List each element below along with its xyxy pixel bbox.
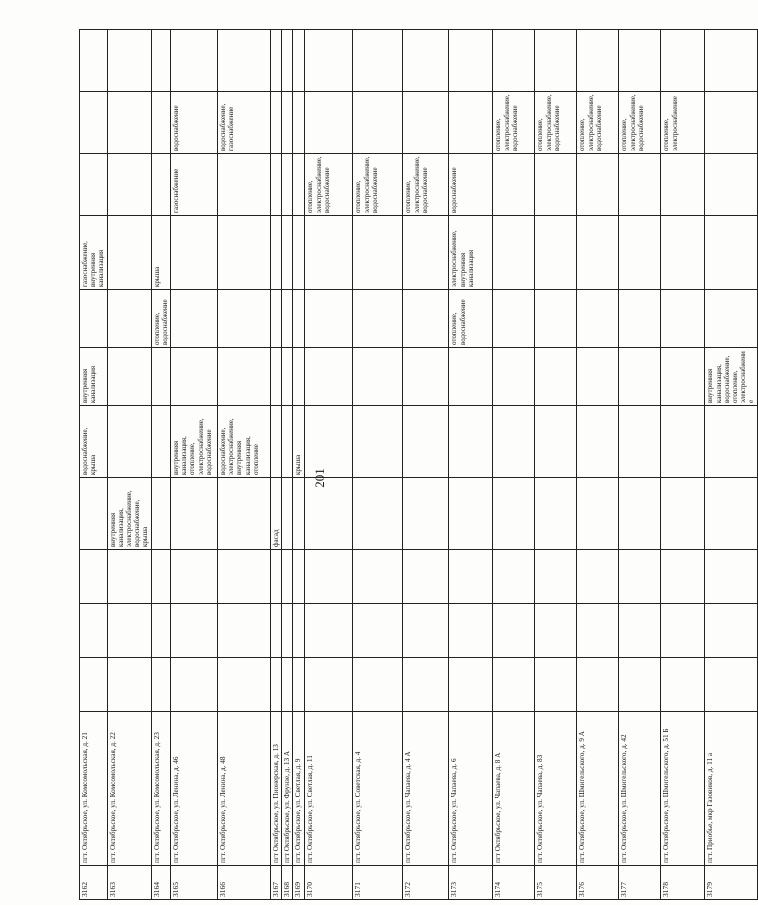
work-type-cell-7 [171, 290, 218, 348]
work-type-cell-6 [151, 348, 170, 406]
table-row [293, 30, 305, 900]
work-type-cell-7: отопление, водоснабжение [449, 290, 493, 348]
row-number-cell: 3167 [271, 866, 282, 900]
work-type-cell-8 [403, 216, 449, 290]
row-number-cell: 3177 [619, 866, 661, 900]
work-type-cell-6 [293, 348, 305, 406]
table-row [107, 30, 151, 900]
work-type-cell-9 [705, 154, 757, 216]
work-type-cell-11 [619, 30, 661, 92]
work-type-cell-3 [353, 550, 403, 604]
work-type-cell-6 [661, 348, 705, 406]
work-type-cell-10: отопление, электроснабжение [661, 92, 705, 154]
work-type-cell-6: внутренняя канализация [80, 348, 108, 406]
work-type-cell-7 [353, 290, 403, 348]
work-type-cell-9 [619, 154, 661, 216]
work-type-cell-11 [661, 30, 705, 92]
work-type-cell-4 [218, 478, 271, 550]
work-type-cell-9 [661, 154, 705, 216]
work-type-cell-9: отопление, электроснабжение, водоснабжение [353, 154, 403, 216]
row-number-cell: 3169 [293, 866, 305, 900]
work-type-cell-3 [449, 550, 493, 604]
work-type-cell-8 [282, 216, 293, 290]
work-type-cell-2 [619, 604, 661, 658]
work-type-cell-4 [80, 478, 108, 550]
table-row [171, 30, 218, 900]
work-type-cell-11 [293, 30, 305, 92]
work-type-cell-4 [171, 478, 218, 550]
work-type-cell-8 [107, 216, 151, 290]
work-type-cell-1 [107, 658, 151, 712]
work-type-cell-5 [661, 406, 705, 478]
work-type-cell-2 [449, 604, 493, 658]
work-type-cell-1 [171, 658, 218, 712]
row-number-cell: 3162 [80, 866, 108, 900]
work-type-cell-7 [293, 290, 305, 348]
rotated-table-wrapper [79, 30, 756, 900]
work-type-cell-5 [449, 406, 493, 478]
work-type-cell-4: внутренняя канализация, электроснабжение, водоснабжение, крыша [107, 478, 151, 550]
work-type-cell-11 [282, 30, 293, 92]
work-type-cell-4 [619, 478, 661, 550]
address-cell: пгт. Октябрьское, ул. Светлая, д. 9 [293, 712, 305, 866]
work-type-cell-7 [705, 290, 757, 348]
work-type-cell-2 [107, 604, 151, 658]
work-type-cell-3 [271, 550, 282, 604]
address-cell: пгт. Октябрьское, ул. Шмигельского, д. 9 А [577, 712, 619, 866]
work-type-cell-2 [661, 604, 705, 658]
table-row [151, 30, 170, 900]
work-type-cell-5 [403, 406, 449, 478]
work-type-cell-6 [619, 348, 661, 406]
table-row [80, 30, 108, 900]
work-type-cell-5 [619, 406, 661, 478]
repair-schedule-table [79, 29, 758, 900]
work-type-cell-10 [353, 92, 403, 154]
work-type-cell-3 [80, 550, 108, 604]
work-type-cell-10 [282, 92, 293, 154]
work-type-cell-5: крыша [293, 406, 305, 478]
work-type-cell-5 [353, 406, 403, 478]
work-type-cell-2 [305, 604, 353, 658]
work-type-cell-5: внутренняя канализация, отопление, электроснабжение, водоснабжение [171, 406, 218, 478]
work-type-cell-10 [305, 92, 353, 154]
work-type-cell-6 [449, 348, 493, 406]
work-type-cell-1 [619, 658, 661, 712]
work-type-cell-9 [151, 154, 170, 216]
work-type-cell-10 [151, 92, 170, 154]
work-type-cell-1 [305, 658, 353, 712]
table-row [403, 30, 449, 900]
address-cell: пгт. Октябрьское, ул. Комсомольская, д. 23 [151, 712, 170, 866]
work-type-cell-2 [293, 604, 305, 658]
work-type-cell-9 [535, 154, 577, 216]
work-type-cell-6 [535, 348, 577, 406]
work-type-cell-5 [107, 406, 151, 478]
work-type-cell-5 [271, 406, 282, 478]
work-type-cell-6 [171, 348, 218, 406]
work-type-cell-1 [218, 658, 271, 712]
work-type-cell-5 [535, 406, 577, 478]
work-type-cell-8 [293, 216, 305, 290]
row-number-cell: 3163 [107, 866, 151, 900]
work-type-cell-1 [577, 658, 619, 712]
work-type-cell-11 [353, 30, 403, 92]
work-type-cell-4 [293, 478, 305, 550]
table-row [705, 30, 757, 900]
address-cell: пгт. Октябрьское, ул. Комсомольская, д. 22 [107, 712, 151, 866]
row-number-cell: 3170 [305, 866, 353, 900]
work-type-cell-7 [577, 290, 619, 348]
work-type-cell-3 [705, 550, 757, 604]
row-number-cell: 3172 [403, 866, 449, 900]
work-type-cell-4 [403, 478, 449, 550]
work-type-cell-6 [577, 348, 619, 406]
work-type-cell-2 [151, 604, 170, 658]
address-cell: пгт. Октябрьское, ул. Ленина, д. 48 [218, 712, 271, 866]
work-type-cell-7 [271, 290, 282, 348]
work-type-cell-10: отопление, электроснабжение, водоснабжение [535, 92, 577, 154]
row-number-cell: 3175 [535, 866, 577, 900]
table-row [353, 30, 403, 900]
work-type-cell-4: фасад [271, 478, 282, 550]
work-type-cell-1 [535, 658, 577, 712]
address-cell: пгт Октябрьское, ул. Фрунзе, д. 13 А [282, 712, 293, 866]
work-type-cell-3 [493, 550, 535, 604]
work-type-cell-3 [577, 550, 619, 604]
work-type-cell-10 [80, 92, 108, 154]
work-type-cell-8 [353, 216, 403, 290]
work-type-cell-4 [577, 478, 619, 550]
row-number-cell: 3166 [218, 866, 271, 900]
work-type-cell-11 [305, 30, 353, 92]
work-type-cell-10: водоснабжение, газоснабжение [218, 92, 271, 154]
work-type-cell-10 [449, 92, 493, 154]
work-type-cell-4 [449, 478, 493, 550]
work-type-cell-1 [151, 658, 170, 712]
work-type-cell-4 [705, 478, 757, 550]
work-type-cell-6: внутренняя канализация, водоснабжение, отопление, электроснабжение [705, 348, 757, 406]
row-number-cell: 3178 [661, 866, 705, 900]
work-type-cell-4 [151, 478, 170, 550]
table-row [282, 30, 293, 900]
work-type-cell-4 [535, 478, 577, 550]
table-row [218, 30, 271, 900]
address-cell: пгт. Октябрьское, ул. Чапаева, д. 83 [535, 712, 577, 866]
work-type-cell-1 [282, 658, 293, 712]
work-type-cell-9 [282, 154, 293, 216]
address-cell: пгт. Октябрьское, ул. Ленина, д. 46 [171, 712, 218, 866]
work-type-cell-6 [353, 348, 403, 406]
work-type-cell-1 [449, 658, 493, 712]
work-type-cell-9 [493, 154, 535, 216]
work-type-cell-7: отопление, водоснабжение [151, 290, 170, 348]
work-type-cell-9: газоснабжение [171, 154, 218, 216]
work-type-cell-8 [619, 216, 661, 290]
work-type-cell-7 [80, 290, 108, 348]
work-type-cell-2 [493, 604, 535, 658]
work-type-cell-10: водоснабжение [171, 92, 218, 154]
row-number-cell: 3176 [577, 866, 619, 900]
work-type-cell-11 [218, 30, 271, 92]
work-type-cell-10 [271, 92, 282, 154]
work-type-cell-6 [305, 348, 353, 406]
work-type-cell-4 [493, 478, 535, 550]
address-cell: пгт. Октябрьское, ул. Шмигельского, д. 51 Б [661, 712, 705, 866]
address-cell: пгт. Октябрьское, ул. Комсомольская, д. 21 [80, 712, 108, 866]
work-type-cell-8 [271, 216, 282, 290]
work-type-cell-3 [171, 550, 218, 604]
work-type-cell-9 [80, 154, 108, 216]
work-type-cell-11 [271, 30, 282, 92]
work-type-cell-11 [577, 30, 619, 92]
work-type-cell-6 [271, 348, 282, 406]
work-type-cell-3 [535, 550, 577, 604]
work-type-cell-8 [705, 216, 757, 290]
work-type-cell-5 [282, 406, 293, 478]
work-type-cell-2 [80, 604, 108, 658]
work-type-cell-1 [705, 658, 757, 712]
work-type-cell-3 [218, 550, 271, 604]
table-row [449, 30, 493, 900]
work-type-cell-11 [493, 30, 535, 92]
work-type-cell-11 [705, 30, 757, 92]
work-type-cell-8 [493, 216, 535, 290]
work-type-cell-9 [293, 154, 305, 216]
work-type-cell-5 [151, 406, 170, 478]
work-type-cell-9: отопление, электроснабжение, водоснабжение [305, 154, 353, 216]
work-type-cell-3 [107, 550, 151, 604]
work-type-cell-9: отопление, электроснабжение, водоснабжение [403, 154, 449, 216]
table-row [493, 30, 535, 900]
work-type-cell-8: газоснабжение, внутренняя канализация [80, 216, 108, 290]
work-type-cell-2 [535, 604, 577, 658]
work-type-cell-3 [403, 550, 449, 604]
work-type-cell-9 [577, 154, 619, 216]
work-type-cell-5: водоснабжение, электроснабжение, внутренняя канализация, отопление [218, 406, 271, 478]
work-type-cell-8 [171, 216, 218, 290]
row-number-cell: 3168 [282, 866, 293, 900]
work-type-cell-6 [282, 348, 293, 406]
row-number-cell: 3179 [705, 866, 757, 900]
table-row [619, 30, 661, 900]
work-type-cell-1 [493, 658, 535, 712]
work-type-cell-8 [305, 216, 353, 290]
work-type-cell-4 [282, 478, 293, 550]
row-number-cell: 3173 [449, 866, 493, 900]
work-type-cell-3 [282, 550, 293, 604]
work-type-cell-9 [271, 154, 282, 216]
work-type-cell-11 [151, 30, 170, 92]
work-type-cell-9: водоснабжение [449, 154, 493, 216]
work-type-cell-7 [493, 290, 535, 348]
work-type-cell-5: водоснабжение, крыша [80, 406, 108, 478]
work-type-cell-3 [293, 550, 305, 604]
work-type-cell-9 [107, 154, 151, 216]
work-type-cell-2 [353, 604, 403, 658]
work-type-cell-7 [403, 290, 449, 348]
work-type-cell-4 [353, 478, 403, 550]
work-type-cell-3 [305, 550, 353, 604]
work-type-cell-7 [305, 290, 353, 348]
work-type-cell-7 [535, 290, 577, 348]
work-type-cell-6 [403, 348, 449, 406]
work-type-cell-1 [661, 658, 705, 712]
work-type-cell-7 [107, 290, 151, 348]
work-type-cell-2 [577, 604, 619, 658]
work-type-cell-1 [403, 658, 449, 712]
work-type-cell-2 [282, 604, 293, 658]
work-type-cell-2 [171, 604, 218, 658]
work-type-cell-5 [493, 406, 535, 478]
row-number-cell: 3171 [353, 866, 403, 900]
work-type-cell-3 [151, 550, 170, 604]
work-type-cell-1 [271, 658, 282, 712]
work-type-cell-10: отопление, электроснабжение, водоснабжение [493, 92, 535, 154]
work-type-cell-8: электроснабжение, внутренняя канализация [449, 216, 493, 290]
work-type-cell-5 [577, 406, 619, 478]
work-type-cell-10 [705, 92, 757, 154]
work-type-cell-11 [171, 30, 218, 92]
work-type-cell-10 [293, 92, 305, 154]
table-row [535, 30, 577, 900]
row-number-cell: 3165 [171, 866, 218, 900]
work-type-cell-2 [271, 604, 282, 658]
work-type-cell-2 [403, 604, 449, 658]
row-number-cell: 3164 [151, 866, 170, 900]
address-cell: пгт. Октябрьское, ул. Чапаева, д. 4 А [403, 712, 449, 866]
work-type-cell-11 [403, 30, 449, 92]
table-row [661, 30, 705, 900]
address-cell: пгт. Октябрьское, ул. Шмигельского, д. 42 [619, 712, 661, 866]
work-type-cell-11 [535, 30, 577, 92]
work-type-cell-6 [493, 348, 535, 406]
work-type-cell-2 [218, 604, 271, 658]
table-row [577, 30, 619, 900]
work-type-cell-3 [619, 550, 661, 604]
address-cell: пгт. Октябрьское, ул. Советская, д. 4 [353, 712, 403, 866]
table-row [271, 30, 282, 900]
work-type-cell-7 [218, 290, 271, 348]
work-type-cell-8 [535, 216, 577, 290]
work-type-cell-9 [218, 154, 271, 216]
work-type-cell-1 [293, 658, 305, 712]
work-type-cell-10 [403, 92, 449, 154]
work-type-cell-11 [107, 30, 151, 92]
address-cell: пгт Октябрьское, ул. Пионерская, д. 13 [271, 712, 282, 866]
work-type-cell-8 [218, 216, 271, 290]
work-type-cell-4 [305, 478, 353, 550]
work-type-cell-7 [661, 290, 705, 348]
work-type-cell-11 [80, 30, 108, 92]
work-type-cell-5 [305, 406, 353, 478]
work-type-cell-11 [449, 30, 493, 92]
work-type-cell-8: крыша [151, 216, 170, 290]
table-row [305, 30, 353, 900]
work-type-cell-8 [661, 216, 705, 290]
row-number-cell: 3174 [493, 866, 535, 900]
work-type-cell-10: отопление, электроснабжение, водоснабжение [577, 92, 619, 154]
address-cell: пгт. Октябрьское, ул. Светлая, д. 11 [305, 712, 353, 866]
work-type-cell-10: отопление, электроснабжение, водоснабжение [619, 92, 661, 154]
work-type-cell-2 [705, 604, 757, 658]
work-type-cell-6 [218, 348, 271, 406]
work-type-cell-8 [577, 216, 619, 290]
address-cell: пгт Октябрьское, ул. Чапаева, д. 8 А [493, 712, 535, 866]
table-body [80, 30, 758, 900]
work-type-cell-1 [353, 658, 403, 712]
work-type-cell-6 [107, 348, 151, 406]
work-type-cell-7 [282, 290, 293, 348]
page-number: 201 [312, 468, 327, 488]
work-type-cell-4 [661, 478, 705, 550]
work-type-cell-1 [80, 658, 108, 712]
work-type-cell-3 [661, 550, 705, 604]
work-type-cell-7 [619, 290, 661, 348]
address-cell: пгт. Октябрьское, ул. Чапаева, д. 6 [449, 712, 493, 866]
work-type-cell-5 [705, 406, 757, 478]
address-cell: пгт. Приобье, мкр Газовиков, д. 11 а [705, 712, 757, 866]
work-type-cell-10 [107, 92, 151, 154]
